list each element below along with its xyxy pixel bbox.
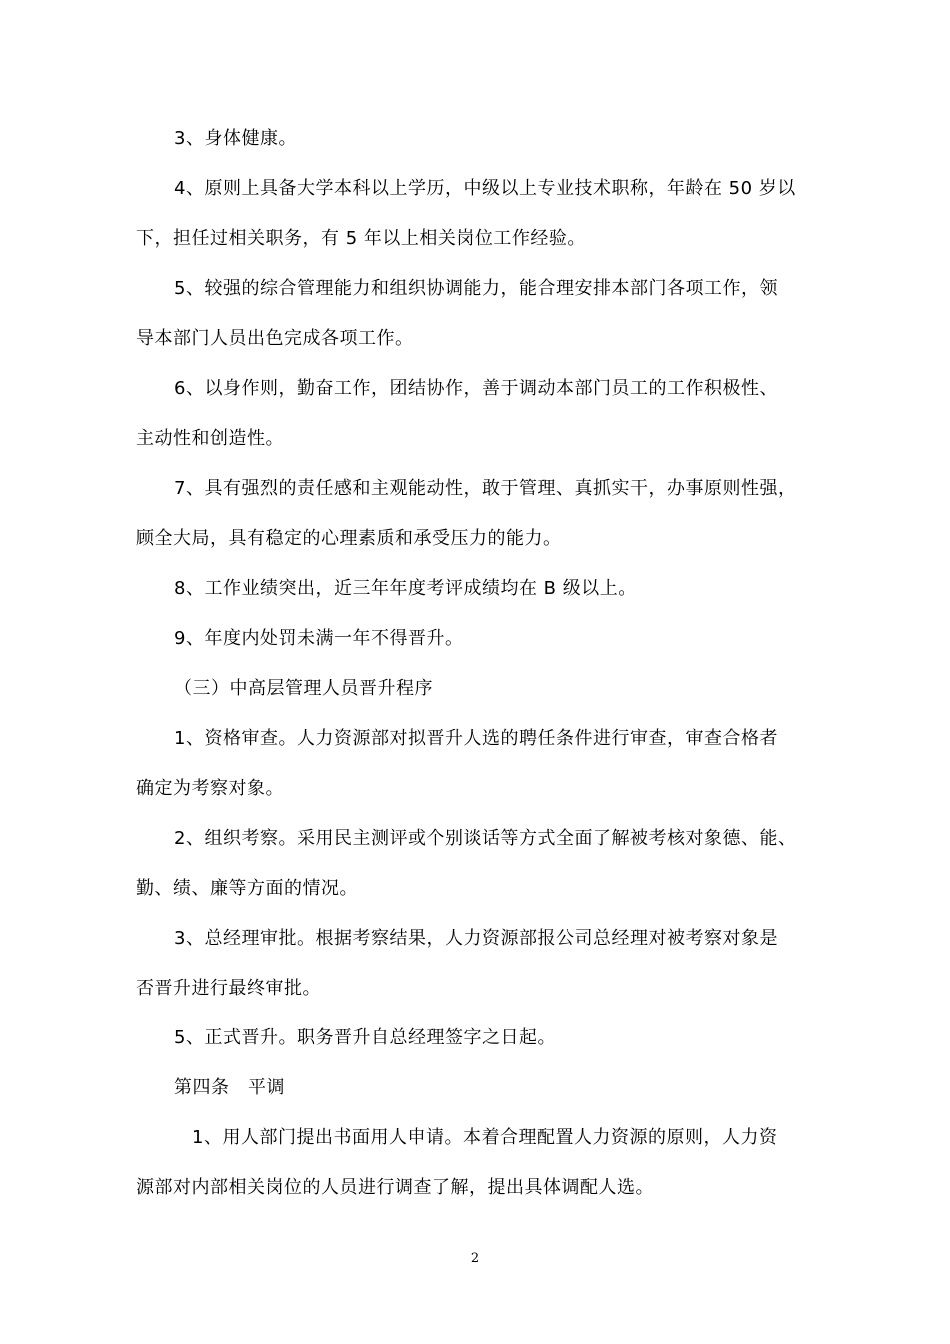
text-line: 顾全大局，具有稳定的心理素质和承受压力的能力。 bbox=[136, 528, 562, 549]
article-heading: 第四条 平调 bbox=[174, 1077, 285, 1098]
text-line: 7、具有强烈的责任感和主观能动性，敢于管理、真抓实干，办事原则性强， bbox=[174, 478, 797, 499]
text-line: 9、年度内处罚未满一年不得晋升。 bbox=[174, 628, 464, 649]
text-line: 确定为考察对象。 bbox=[136, 778, 284, 799]
text-line: 3、总经理审批。根据考察结果，人力资源部报公司总经理对被考察对象是 bbox=[174, 928, 778, 949]
text-line: 导本部门人员出色完成各项工作。 bbox=[136, 328, 414, 349]
text-line: 1、资格审查。人力资源部对拟晋升人选的聘任条件进行审查，审查合格者 bbox=[174, 728, 778, 749]
text-line: 5、正式晋升。职务晋升自总经理签字之日起。 bbox=[174, 1027, 556, 1048]
text-line: 否晋升进行最终审批。 bbox=[136, 978, 321, 999]
text-line: 源部对内部相关岗位的人员进行调查了解，提出具体调配人选。 bbox=[136, 1177, 654, 1198]
page-number: 2 bbox=[470, 1251, 480, 1266]
text-line: 勤、绩、廉等方面的情况。 bbox=[136, 878, 358, 899]
text-line: 8、工作业绩突出，近三年年度考评成绩均在 B 级以上。 bbox=[174, 578, 637, 599]
text-line: 主动性和创造性。 bbox=[136, 428, 284, 449]
text-line: 下，担任过相关职务，有 5 年以上相关岗位工作经验。 bbox=[136, 228, 586, 249]
text-line: 1、用人部门提出书面用人申请。本着合理配置人力资源的原则，人力资 bbox=[192, 1127, 778, 1148]
text-line: 6、以身作则，勤奋工作，团结协作，善于调动本部门员工的工作积极性、 bbox=[174, 378, 778, 399]
text-line: 3、身体健康。 bbox=[174, 128, 297, 149]
text-line: 5、较强的综合管理能力和组织协调能力，能合理安排本部门各项工作，领 bbox=[174, 278, 778, 299]
text-line: 2、组织考察。采用民主测评或个别谈话等方式全面了解被考核对象德、能、 bbox=[174, 828, 797, 849]
section-heading: （三）中高层管理人员晋升程序 bbox=[174, 678, 433, 699]
text-line: 4、原则上具备大学本科以上学历，中级以上专业技术职称，年龄在 50 岁以 bbox=[174, 178, 796, 199]
